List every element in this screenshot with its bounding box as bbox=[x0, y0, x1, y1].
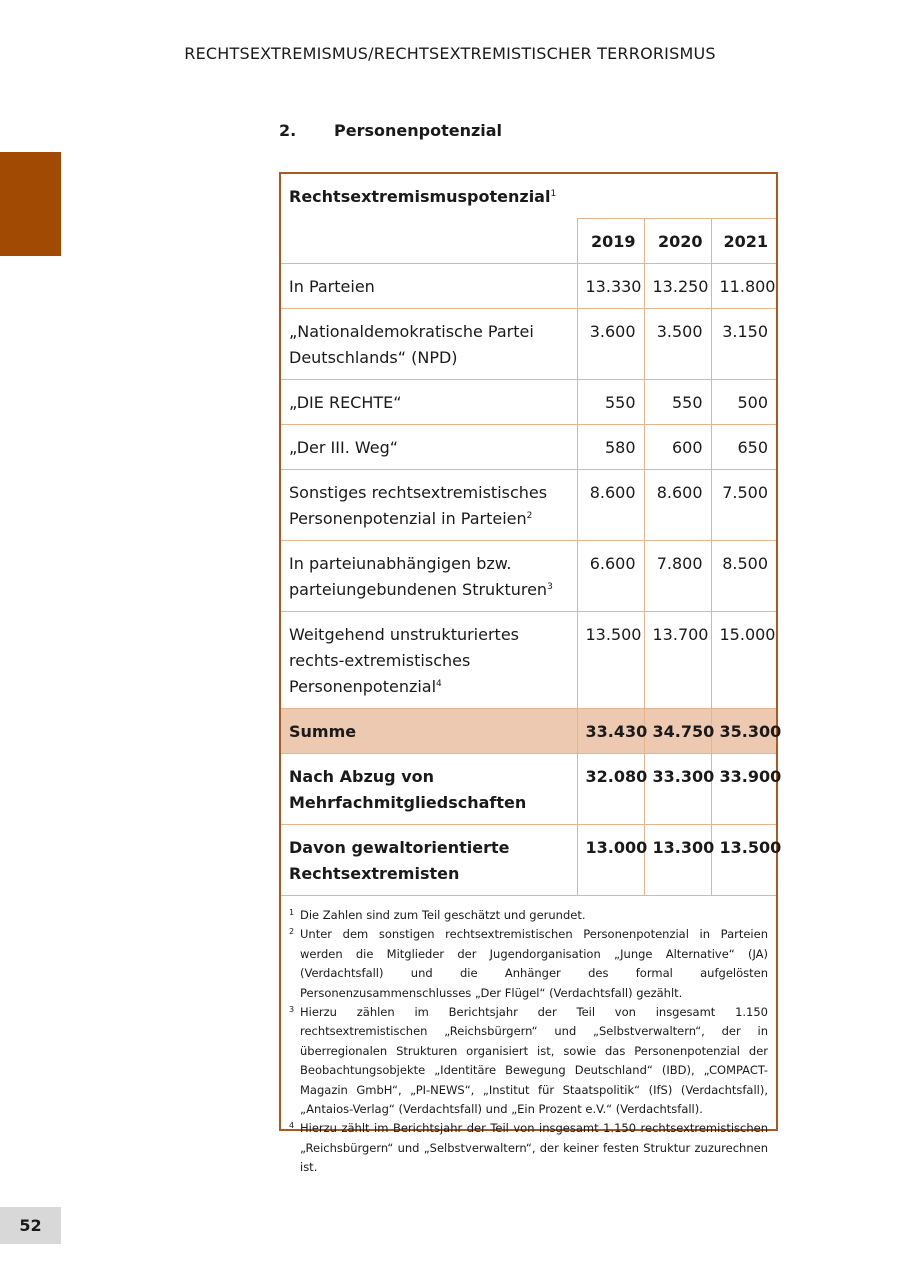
footnote bbox=[289, 906, 768, 925]
table-row bbox=[281, 425, 776, 470]
footnote-mark: 2 bbox=[289, 927, 295, 937]
table-row bbox=[281, 470, 776, 541]
footnote-ref: 3 bbox=[547, 582, 553, 592]
row-label: Weitgehend unstrukturiertes rechts-extremistisches Personenpotenzial$^4$ bbox=[281, 612, 577, 709]
table-row bbox=[281, 612, 776, 709]
cell-value: 33.430 bbox=[577, 709, 644, 754]
row-label: In Parteien bbox=[281, 264, 577, 309]
table-row bbox=[281, 264, 776, 309]
year-header: 2021 bbox=[711, 219, 776, 264]
cell-value: 13.300 bbox=[644, 825, 711, 896]
cell-value: 13.330 bbox=[577, 264, 644, 309]
cell-value: 7.800 bbox=[644, 541, 711, 612]
year-header-row bbox=[281, 219, 776, 264]
page-number: 52 bbox=[0, 1207, 61, 1244]
table-title-row bbox=[281, 174, 776, 219]
cell-value: 8.500 bbox=[711, 541, 776, 612]
cell-value: 32.080 bbox=[577, 754, 644, 825]
cell-value: 580 bbox=[577, 425, 644, 470]
year-header: 2020 bbox=[644, 219, 711, 264]
cell-value: 600 bbox=[644, 425, 711, 470]
row-label: „Der III. Weg“ bbox=[281, 425, 577, 470]
footnote-text: Unter dem sonstigen rechtsextremistischen Personenpotenzial in Parteien werden die Mitglieder der Jugendorganisation „Junge Alternative“ (JA) (Verdachtsfall) und die Anhänger des formal aufgelösten Personenzusammenschlusses „Der Flügel“ (Verdachtsfall) gezählt. bbox=[300, 927, 768, 1000]
potential-table-box bbox=[279, 172, 782, 1175]
cell-value: 8.600 bbox=[577, 470, 644, 541]
year-header: 2019 bbox=[577, 219, 644, 264]
footnotes bbox=[281, 896, 776, 1178]
section-title: Personenpotenzial bbox=[334, 121, 503, 140]
running-head: RECHTSEXTREMISMUS/RECHTSEXTREMISTISCHER TERRORISMUS bbox=[184, 44, 716, 63]
footnote-text: Die Zahlen sind zum Teil geschätzt und gerundet. bbox=[300, 908, 586, 922]
cell-value: 550 bbox=[644, 380, 711, 425]
footnote-mark: 3 bbox=[289, 1005, 295, 1015]
table-row bbox=[281, 541, 776, 612]
cell-value: 11.800 bbox=[711, 264, 776, 309]
footnote-mark: 4 bbox=[289, 1121, 295, 1131]
cell-value: 500 bbox=[711, 380, 776, 425]
section-heading bbox=[279, 121, 502, 140]
table-row bbox=[281, 754, 776, 825]
footnote-mark: 1 bbox=[289, 908, 295, 917]
row-label: Davon gewaltorientierte Rechtsextremisten bbox=[281, 825, 577, 896]
chapter-tab-marker bbox=[0, 152, 61, 256]
footnote-ref: 4 bbox=[436, 679, 442, 689]
cell-value: 33.900 bbox=[711, 754, 776, 825]
footnote-ref: 2 bbox=[526, 511, 533, 521]
cell-value: 8.600 bbox=[644, 470, 711, 541]
row-label: In parteiunabhängigen bzw. parteiungebundenen Strukturen$^3$ bbox=[281, 541, 577, 612]
section-number: 2. bbox=[279, 121, 297, 140]
cell-value: 13.700 bbox=[644, 612, 711, 709]
table-row bbox=[281, 825, 776, 896]
table-title: Rechtsextremismuspotenzial$^1$ bbox=[289, 187, 557, 206]
cell-value: 3.150 bbox=[711, 309, 776, 380]
cell-value: 550 bbox=[577, 380, 644, 425]
row-label: Summe bbox=[281, 709, 577, 754]
cell-value: 3.500 bbox=[644, 309, 711, 380]
row-label: „Nationaldemokratische Partei Deutschlands“ (NPD) bbox=[281, 309, 577, 380]
potential-table bbox=[281, 174, 782, 896]
cell-value: 6.600 bbox=[577, 541, 644, 612]
cell-value: 34.750 bbox=[644, 709, 711, 754]
footnote-text: Hierzu zählt im Berichtsjahr der Teil von insgesamt 1.150 rechtsextremistischen „Reichsbürgern“ und „Selbstverwaltern“, der keiner festen Struktur zuzurechnen ist. bbox=[300, 1121, 768, 1175]
table-row bbox=[281, 380, 776, 425]
cell-value: 33.300 bbox=[644, 754, 711, 825]
row-label: Nach Abzug von Mehrfachmitgliedschaften bbox=[281, 754, 577, 825]
cell-value: 3.600 bbox=[577, 309, 644, 380]
footnote bbox=[289, 1119, 768, 1177]
footnote-ref: 1 bbox=[550, 189, 557, 199]
cell-value: 650 bbox=[711, 425, 776, 470]
cell-value: 35.300 bbox=[711, 709, 776, 754]
sum-row bbox=[281, 709, 776, 754]
row-label: Sonstiges rechtsextremistisches Personenpotenzial in Parteien$^2$ bbox=[281, 470, 577, 541]
footnote bbox=[289, 1003, 768, 1119]
footnote-text: Hierzu zählen im Berichtsjahr der Teil von insgesamt 1.150 rechtsextremistischen „Reichsbürgern“ und „Selbstverwaltern“, der in überregionalen Strukturen organisiert ist, sowie das Personenpotenzial der Beobachtungsobjekte „Identitäre Bewegung Deutschland“ (IBD), „COMPACT-Magazin GmbH“, „PI-NEWS“, „Institut für Staatspolitik“ (IfS) (Verdachtsfall), „Antaios-Verlag“ (Verdachtsfall) und „Ein Prozent e.V.“ (Verdachtsfall). bbox=[300, 1005, 768, 1117]
cell-value: 13.500 bbox=[711, 825, 776, 896]
cell-value: 15.000 bbox=[711, 612, 776, 709]
cell-value: 13.000 bbox=[577, 825, 644, 896]
cell-value: 13.500 bbox=[577, 612, 644, 709]
cell-value: 13.250 bbox=[644, 264, 711, 309]
table-row bbox=[281, 309, 776, 380]
cell-value: 7.500 bbox=[711, 470, 776, 541]
footnote bbox=[289, 925, 768, 1003]
row-label: „DIE RECHTE“ bbox=[281, 380, 577, 425]
